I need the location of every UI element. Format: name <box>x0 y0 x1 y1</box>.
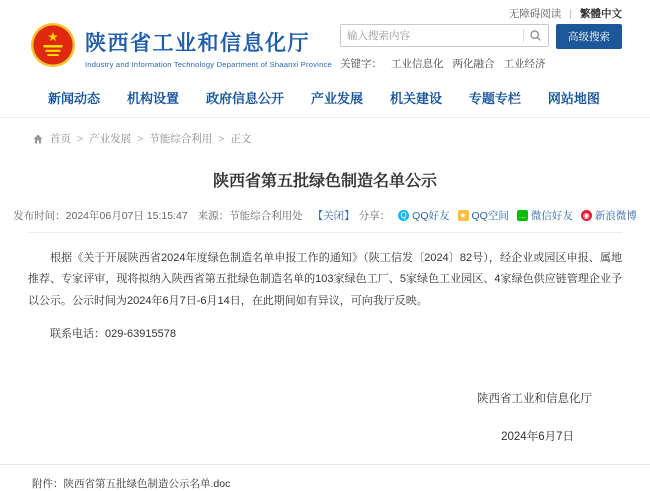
attachment-bar <box>0 464 650 491</box>
breadcrumb-separator: > <box>77 132 84 145</box>
breadcrumb-home[interactable]: 首页 <box>50 133 71 145</box>
traditional-chinese-link[interactable]: 繁體中文 <box>580 8 622 20</box>
search-box <box>340 24 549 47</box>
svg-text:★: ★ <box>47 30 59 45</box>
contact-phone: 联系电话：029-63915578 <box>50 328 176 341</box>
article-title: 陕西省第五批绿色制造名单公示 <box>212 173 437 190</box>
attachment-label: 附件： <box>32 477 64 490</box>
search-keywords <box>340 56 622 71</box>
share-qq-friends[interactable] <box>398 208 449 223</box>
keyword-link-integration[interactable]: 两化融合 <box>452 58 495 70</box>
article-paragraph: 根据《关于开展陕西省2024年度绿色制造名单申报工作的通知》（陕工信发〔2024〕82号），经企业或园区申报、属地推荐、专家评审，现将拟纳入陕西省第五批绿色制造名单的103家绿色工厂、5家绿色工业园区、4家绿色供应链管理企业予以公示。公示时间为2024年6月7日-6月14日，在此期间如有异议，可向我厅反映。 <box>28 252 622 307</box>
nav-item-news[interactable]: 新闻动态 <box>48 91 101 106</box>
keyword-link-industry-informatization[interactable]: 工业信息化 <box>391 58 444 70</box>
share-wechat-label: 微信好友 <box>530 210 573 222</box>
site-logo[interactable] <box>30 22 332 73</box>
breadcrumb-energy-conservation[interactable]: 节能综合利用 <box>149 133 213 145</box>
breadcrumb-industry-development[interactable]: 产业发展 <box>89 133 132 145</box>
search-icon[interactable] <box>529 29 542 42</box>
main-nav <box>0 79 650 118</box>
qzone-star-icon: ★ <box>459 211 467 220</box>
share-qq-label: QQ好友 <box>412 210 450 222</box>
nav-item-organization[interactable]: 机构设置 <box>126 91 179 106</box>
share-label: 分享： <box>358 210 391 222</box>
share-wechat[interactable] <box>517 208 573 223</box>
source-label: 来源： <box>197 210 230 222</box>
search-area <box>340 24 622 71</box>
breadcrumb-separator: > <box>218 132 225 145</box>
share-weibo-label: 新浪微博 <box>594 210 637 222</box>
nav-item-special-columns[interactable]: 专题专栏 <box>468 91 521 106</box>
article-meta <box>13 208 637 233</box>
attachment-file-link[interactable]: 陕西省第五批绿色制造公示名单.doc <box>63 477 231 490</box>
wechat-icon: … <box>518 211 527 220</box>
site-title: 陕西省工业和信息化厅 <box>85 31 310 55</box>
home-icon <box>32 133 44 145</box>
qq-icon: Q <box>398 210 409 221</box>
keyword-link-industrial-economy[interactable]: 工业经济 <box>503 58 546 70</box>
article-body <box>28 248 622 346</box>
advanced-search-button[interactable]: 高级搜索 <box>556 24 622 49</box>
search-input[interactable] <box>347 30 518 42</box>
nav-item-sitemap[interactable]: 网站地图 <box>547 91 600 106</box>
utility-bar <box>0 0 650 20</box>
weibo-icon: ◉ <box>581 210 592 221</box>
share-qzone[interactable] <box>458 208 509 223</box>
site-header <box>0 20 650 79</box>
share-weibo[interactable] <box>581 208 637 223</box>
breadcrumb <box>0 118 650 156</box>
site-subtitle: Industry and Information Technology Department of Shaanxi Province <box>85 59 332 69</box>
breadcrumb-separator: > <box>137 132 144 145</box>
share-qzone-label: QQ空间 <box>471 210 509 222</box>
national-emblem-icon <box>30 22 76 73</box>
signature-date: 2024年6月7日 <box>501 430 574 443</box>
close-button[interactable]: 【关闭】 <box>312 210 355 222</box>
publish-time: 2024年06月07日 15:15:47 <box>65 210 188 222</box>
nav-item-agency-building[interactable]: 机关建设 <box>389 91 442 106</box>
brand-text <box>85 27 332 69</box>
search-divider <box>523 29 524 42</box>
nav-item-industry-development[interactable]: 产业发展 <box>310 91 363 106</box>
source-value: 节能综合利用处 <box>229 210 303 222</box>
breadcrumb-current: 正文 <box>230 133 252 145</box>
publish-time-label: 发布时间： <box>13 210 66 222</box>
utility-divider: | <box>569 8 572 20</box>
keywords-label: 关键字： <box>340 58 382 70</box>
nav-item-gov-info[interactable]: 政府信息公开 <box>205 91 284 106</box>
accessibility-link[interactable]: 无障碍阅读 <box>508 8 562 20</box>
signature-agency: 陕西省工业和信息化厅 <box>477 392 592 405</box>
